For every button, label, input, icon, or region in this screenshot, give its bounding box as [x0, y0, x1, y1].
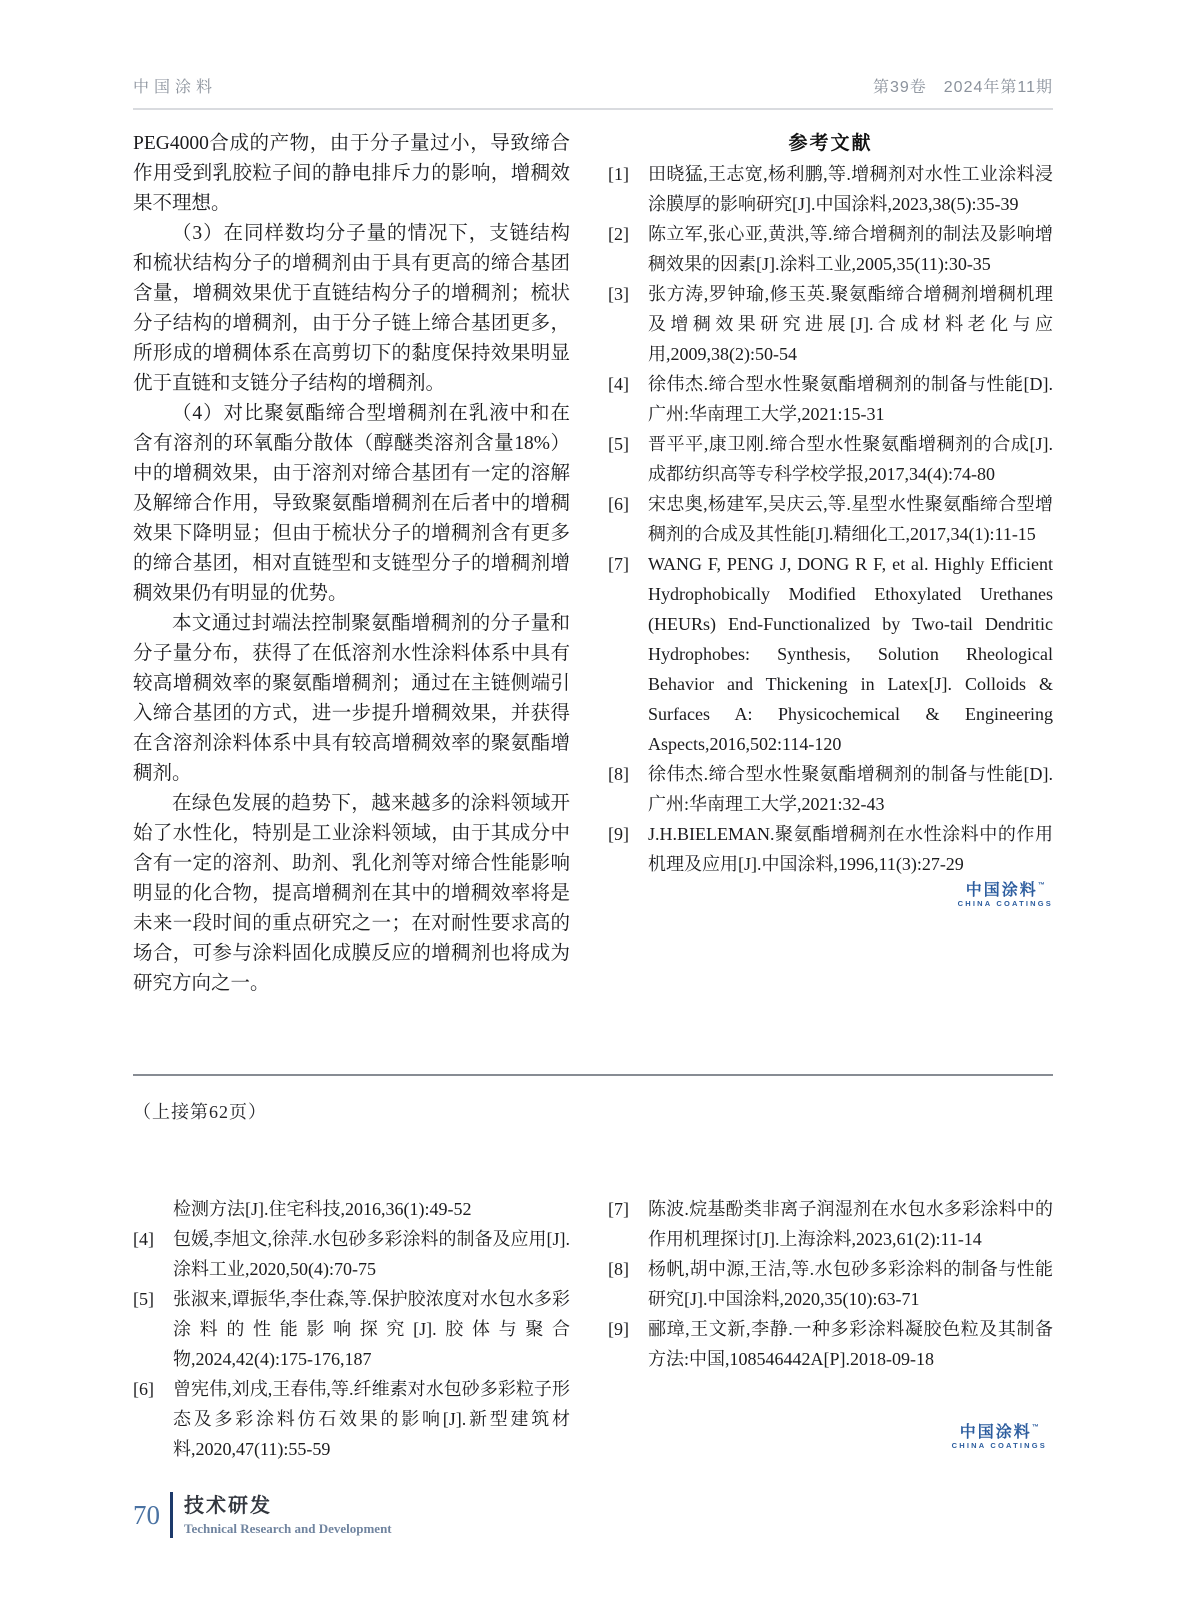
- reference-number: [5]: [133, 1289, 154, 1309]
- reference-item: [608, 489, 1053, 549]
- continued-references: [133, 1194, 1053, 1464]
- logo-text-en: CHINA COATINGS: [957, 898, 1053, 908]
- reference-text: 徐伟杰.缔合型水性聚氨酯增稠剂的制备与性能[D].广州:华南理工大学,2021:32-43: [648, 764, 1053, 814]
- continued-left-column: [133, 1194, 570, 1464]
- reference-item: [133, 1194, 570, 1224]
- reference-item: [608, 1194, 1053, 1254]
- reference-number: [6]: [133, 1379, 154, 1399]
- reference-number: [4]: [133, 1229, 154, 1249]
- reference-item: [608, 429, 1053, 489]
- reference-number: [4]: [608, 374, 629, 394]
- reference-item: [133, 1224, 570, 1284]
- reference-number: [3]: [608, 284, 629, 304]
- logo-text-cn: [958, 882, 1053, 900]
- trademark-mark: ™: [1031, 1424, 1039, 1431]
- continued-right-list: [608, 1194, 1053, 1374]
- references-column: [608, 129, 1053, 999]
- reference-number: [7]: [608, 554, 629, 574]
- reference-number: [9]: [608, 1319, 629, 1339]
- article-body: [133, 129, 1053, 999]
- reference-number: [8]: [608, 764, 629, 784]
- section-divider: [133, 1074, 1053, 1076]
- logo-text-cn: [952, 1424, 1047, 1442]
- paragraph: （4）对比聚氨酯缔合型增稠剂在乳液中和在含有溶剂的环氧酯分散体（醇醚类溶剂含量18%）中的增稠效果，由于溶剂对缔合基团有一定的溶解及解缔合作用，导致聚氨酯增稠剂在后者中的增稠效果下降明显；但由于梳状分子的增稠剂含有更多的缔合基团，相对直链型和支链型分子的增稠剂增稠效果仍有明显的优势。: [133, 403, 570, 604]
- continued-left-list: [133, 1194, 570, 1464]
- reference-number: [6]: [608, 494, 629, 514]
- paragraph-list: [133, 219, 570, 999]
- reference-item: [608, 819, 1053, 879]
- left-text-column: [133, 129, 570, 999]
- references-heading: 参考文献: [788, 133, 873, 154]
- reference-number: [8]: [608, 1259, 629, 1279]
- footer-section-title-en: Technical Research and Development: [184, 1520, 392, 1536]
- continued-from-note: （上接第62页）: [133, 1102, 267, 1122]
- paragraph: 本文通过封端法控制聚氨酯增稠剂的分子量和分子量分布，获得了在低溶剂水性涂料体系中具有较高增稠效率的聚氨酯增稠剂；通过在主链侧端引入缔合基团的方式，进一步提升增稠效果，并获得在含溶剂涂料体系中具有较高增稠效率的聚氨酯增稠剂。: [133, 613, 570, 784]
- reference-text: 徐伟杰.缔合型水性聚氨酯增稠剂的制备与性能[D].广州:华南理工大学,2021:15-31: [648, 374, 1053, 424]
- reference-text: J.H.BIELEMAN.聚氨酯增稠剂在水性涂料中的作用机理及应用[J].中国涂料,1996,11(3):27-29: [648, 824, 1053, 874]
- reference-number: [2]: [608, 224, 629, 244]
- reference-text: 张方涛,罗钟瑜,修玉英.聚氨酯缔合增稠剂增稠机理及增稠效果研究进展[J].合成材料老化与应用,2009,38(2):50-54: [648, 284, 1053, 364]
- reference-text: 陈波.烷基酚类非离子润湿剂在水包水多彩涂料中的作用机理探讨[J].上海涂料,2023,61(2):11-14: [648, 1199, 1053, 1249]
- trademark-mark: ™: [1037, 882, 1045, 889]
- reference-item: [608, 219, 1053, 279]
- reference-text: 陈立军,张心亚,黄洪,等.缔合增稠剂的制法及影响增稠效果的因素[J].涂料工业,2005,35(11):30-35: [648, 224, 1053, 274]
- china-coatings-logo: [958, 882, 1053, 908]
- reference-text: 杨帆,胡中源,王洁,等.水包砂多彩涂料的制备与性能研究[J].中国涂料,2020,35(10):63-71: [648, 1259, 1053, 1309]
- page-number: 70: [133, 1499, 160, 1530]
- reference-item: [608, 159, 1053, 219]
- reference-item: [608, 279, 1053, 369]
- reference-number: [1]: [608, 164, 629, 184]
- logo-cn-text: 中国涂料: [959, 1424, 1032, 1441]
- reference-item: [608, 1314, 1053, 1374]
- reference-number: [7]: [608, 1199, 629, 1219]
- page-footer: [133, 1492, 392, 1538]
- reference-item: [133, 1284, 570, 1374]
- reference-item: [608, 1254, 1053, 1314]
- paragraph: 在绿色发展的趋势下，越来越多的涂料领域开始了水性化，特别是工业涂料领域，由于其成分中含有一定的溶剂、助剂、乳化剂等对缔合性能影响明显的化合物，提高增稠剂在其中的增稠效率将是未来一段时间的重点研究之一；在对耐性要求高的场合，可参与涂料固化成膜反应的增稠剂也将成为研究方向之一。: [133, 793, 570, 994]
- reference-text: 张淑来,谭振华,李仕森,等.保护胶浓度对水包水多彩涂料的性能影响探究[J].胶体与聚合物,2024,42(4):175-176,187: [173, 1289, 570, 1369]
- reference-number: [5]: [608, 434, 629, 454]
- journal-name: 中国涂料: [133, 79, 218, 96]
- footer-section: [184, 1494, 392, 1537]
- reference-item: [608, 549, 1053, 759]
- reference-text: 包媛,李旭文,徐萍.水包砂多彩涂料的制备及应用[J].涂料工业,2020,50(4):70-75: [173, 1229, 570, 1279]
- paragraph-continuation: PEG4000合成的产物，由于分子量过小，导致缔合作用受到乳胶粒子间的静电排斥力的影响，增稠效果不理想。: [133, 133, 570, 214]
- logo-text-en: CHINA COATINGS: [951, 1440, 1047, 1450]
- footer-divider-bar: [170, 1492, 173, 1538]
- reference-item: [133, 1374, 570, 1464]
- china-coatings-logo: [952, 1424, 1047, 1450]
- reference-text: 郦璋,王文新,李静.一种多彩涂料凝胶色粒及其制备方法:中国,108546442A[P].2018-09-18: [648, 1319, 1053, 1369]
- references-list: [608, 159, 1053, 879]
- logo-cn-text: 中国涂料: [965, 882, 1038, 899]
- reference-text: 宋忠奥,杨建军,吴庆云,等.星型水性聚氨酯缔合型增稠剂的合成及其性能[J].精细化工,2017,34(1):11-15: [648, 494, 1053, 544]
- reference-text: 田晓猛,王志宽,杨利鹏,等.增稠剂对水性工业涂料浸涂膜厚的影响研究[J].中国涂料,2023,38(5):35-39: [648, 164, 1053, 214]
- issue-info: 第39卷 2024年第11期: [872, 79, 1053, 96]
- reference-number: [9]: [608, 824, 629, 844]
- reference-text: WANG F, PENG J, DONG R F, et al. Highly Efficient Hydrophobically Modified Ethoxylated Urethanes (HEURs) End-Functionalized by Two-tail Dendritic Hydrophobes: Synthesis, Solution Rheological Behavior and Thickening in Latex[J]. Colloids & Surfaces A: Physicochemical & Engineering Aspects,2016,502:114-120: [648, 554, 1053, 754]
- footer-section-title-cn: 技术研发: [184, 1494, 272, 1517]
- page-header: [133, 74, 1053, 110]
- reference-text: 曾宪伟,刘戌,王春伟,等.纤维素对水包砂多彩粒子形态及多彩涂料仿石效果的影响[J].新型建筑材料,2020,47(11):55-59: [173, 1379, 570, 1459]
- reference-item: [608, 369, 1053, 429]
- reference-text: 晋平平,康卫刚.缔合型水性聚氨酯增稠剂的合成[J].成都纺织高等专科学校学报,2017,34(4):74-80: [648, 434, 1053, 484]
- paragraph: （3）在同样数均分子量的情况下，支链结构和梳状结构分子的增稠剂由于具有更高的缔合基团含量，增稠效果优于直链结构分子的增稠剂；梳状分子结构的增稠剂，由于分子链上缔合基团更多，所形成的增稠体系在高剪切下的黏度保持效果明显优于直链和支链分子结构的增稠剂。: [133, 223, 570, 394]
- reference-text: 检测方法[J].住宅科技,2016,36(1):49-52: [173, 1199, 472, 1219]
- reference-item: [608, 759, 1053, 819]
